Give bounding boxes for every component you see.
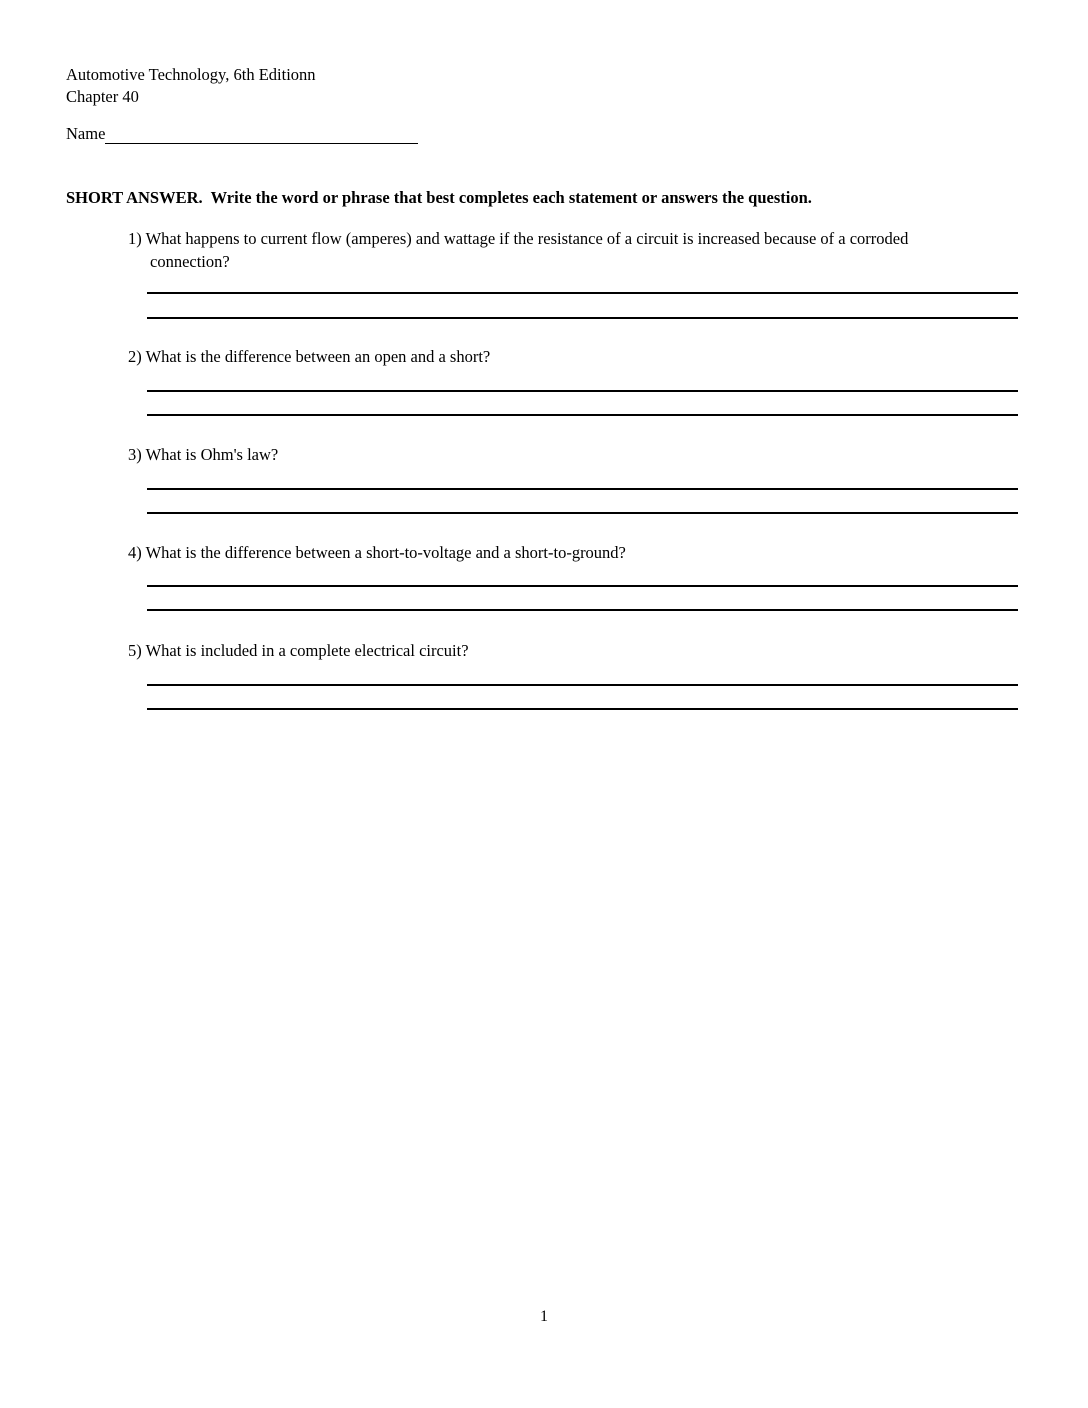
answer-line bbox=[147, 708, 1018, 710]
page-number: 1 bbox=[540, 1308, 548, 1325]
question-number: 5) bbox=[128, 641, 142, 660]
question-text: What is the difference between a short-to-voltage and a short-to-ground? bbox=[145, 543, 626, 562]
question-number: 3) bbox=[128, 445, 142, 464]
answer-line bbox=[147, 292, 1018, 294]
question-item-2 bbox=[128, 345, 985, 368]
answer-line bbox=[147, 585, 1018, 587]
question-item-5 bbox=[128, 639, 985, 662]
name-blank-line bbox=[105, 124, 418, 144]
question-number: 2) bbox=[128, 347, 142, 366]
answer-line bbox=[147, 414, 1018, 416]
question-number: 4) bbox=[128, 543, 142, 562]
question-text: What is included in a complete electrical circuit? bbox=[145, 641, 469, 660]
answer-line bbox=[147, 512, 1018, 514]
answer-line bbox=[147, 317, 1018, 319]
section-heading: SHORT ANSWER. Write the word or phrase that best completes each statement or answers the question. bbox=[66, 188, 812, 207]
answer-line bbox=[147, 488, 1018, 490]
chapter-label: Chapter 40 bbox=[66, 87, 139, 106]
answer-line bbox=[147, 390, 1018, 392]
document-header bbox=[66, 64, 316, 108]
book-title: Automotive Technology, 6th Editionn bbox=[66, 65, 316, 84]
answer-line bbox=[147, 684, 1018, 686]
name-label: Name bbox=[66, 124, 106, 143]
question-text: What happens to current flow (amperes) and wattage if the resistance of a circuit is increased because of a corroded connection? bbox=[145, 229, 909, 271]
name-field-row bbox=[66, 124, 418, 144]
question-number: 1) bbox=[128, 229, 142, 248]
question-text: What is Ohm's law? bbox=[145, 445, 279, 464]
question-item-4 bbox=[128, 541, 985, 564]
question-text: What is the difference between an open and a short? bbox=[145, 347, 491, 366]
answer-line bbox=[147, 609, 1018, 611]
question-item-1 bbox=[128, 227, 985, 273]
question-item-3 bbox=[128, 443, 985, 466]
